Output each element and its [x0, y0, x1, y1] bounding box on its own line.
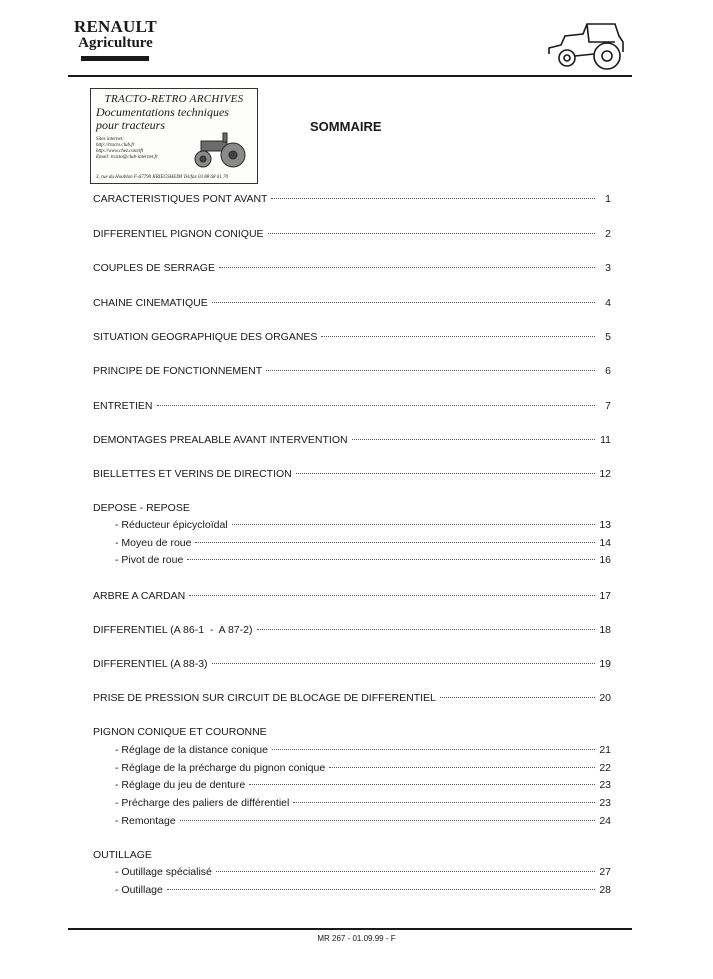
toc-leader: [271, 198, 595, 199]
brand-underline: [81, 56, 149, 61]
toc-leader: [180, 820, 595, 821]
toc-page: 3: [605, 262, 611, 274]
toc-label: DEMONTAGES PREALABLE AVANT INTERVENTION: [93, 434, 348, 446]
toc-page: 27: [599, 866, 611, 878]
toc-row: [93, 624, 611, 638]
toc-row: [93, 434, 611, 448]
toc-label: BIELLETTES ET VERINS DE DIRECTION: [93, 468, 292, 480]
toc-page: 11: [600, 434, 611, 446]
toc-label: SITUATION GEOGRAPHIQUE DES ORGANES: [93, 331, 318, 343]
toc-label: - Outillage spécialisé: [115, 866, 212, 878]
toc-subrow: [115, 762, 611, 776]
toc-row: [93, 658, 611, 672]
toc-leader: [266, 370, 595, 371]
toc-row: [93, 468, 611, 482]
toc-page: 24: [599, 815, 611, 827]
toc-page: 23: [599, 797, 611, 809]
toc-label: DIFFERENTIEL PIGNON CONIQUE: [93, 228, 264, 240]
toc-subrow: [115, 815, 611, 829]
toc-leader: [195, 542, 595, 543]
toc-page: 4: [605, 297, 611, 309]
toc-label: - Réducteur épicycloïdal: [115, 519, 228, 531]
toc-page: 13: [599, 519, 611, 531]
stamp-address: 3, rue du Houblon F-67790 KRIEGSHEIM Tel/fax 03 88 68 61 70: [96, 175, 229, 180]
header-rule: [68, 75, 632, 77]
stamp-info: [96, 137, 158, 161]
stamp-title: TRACTO-RETRO ARCHIVES: [104, 93, 244, 105]
toc-label: - Remontage: [115, 815, 176, 827]
toc-label: DIFFERENTIEL (A 86-1 - A 87-2): [93, 624, 253, 636]
toc-leader: [329, 767, 595, 768]
toc-row: [93, 692, 611, 706]
toc-row: [93, 193, 611, 207]
toc-leader: [296, 473, 595, 474]
toc-leader: [321, 336, 595, 337]
toc-leader: [293, 802, 595, 803]
toc-label: - Réglage de la précharge du pignon conique: [115, 762, 326, 774]
stamp-info-line3: http://www.chez.com/tft: [96, 149, 144, 154]
toc-subrow: [115, 519, 611, 533]
toc-leader: [212, 663, 595, 664]
toc-page: 17: [599, 590, 611, 602]
toc-subrow: [115, 884, 611, 898]
toc-label: COUPLES DE SERRAGE: [93, 262, 215, 274]
document-reference: MR 267 - 01.09.99 - F: [317, 934, 396, 943]
toc-label: - Outillage: [115, 884, 163, 896]
toc-subrow: [115, 779, 611, 793]
toc-row: [93, 590, 611, 604]
page-title: SOMMAIRE: [310, 119, 382, 134]
toc-row: [93, 262, 611, 276]
vintage-tractor-icon: [187, 129, 251, 171]
tracto-retro-stamp: [90, 88, 258, 184]
toc-page: 28: [599, 884, 611, 896]
toc-label: - Moyeu de roue: [115, 537, 192, 549]
toc-subrow: [115, 797, 611, 811]
toc-leader: [187, 559, 595, 560]
toc-subrow: [115, 537, 611, 551]
tractor-icon: [543, 18, 629, 72]
toc-subrow: [115, 554, 611, 568]
stamp-subtitle-line2: pour tracteurs: [96, 118, 165, 132]
toc-leader: [232, 524, 595, 525]
toc-label: ARBRE A CARDAN: [93, 590, 186, 602]
toc-leader: [189, 595, 595, 596]
stamp-subtitle-line1: Documentations techniques: [96, 105, 229, 119]
toc-leader: [212, 302, 595, 303]
toc-label: DIFFERENTIEL (A 88-3): [93, 658, 208, 670]
toc-row: [93, 400, 611, 414]
toc-page: 18: [599, 624, 611, 636]
toc-page: 12: [599, 468, 611, 480]
toc-row: [93, 228, 611, 242]
toc-leader: [167, 889, 595, 890]
toc-row: [93, 365, 611, 379]
toc-page: 5: [605, 331, 611, 343]
brand-division: Agriculture: [78, 35, 153, 51]
renault-agriculture-logo: [74, 18, 157, 61]
toc-subrow: [115, 866, 611, 880]
toc-label: CHAINE CINEMATIQUE: [93, 297, 208, 309]
toc-page: 14: [599, 537, 611, 549]
toc-page: 19: [599, 658, 611, 670]
stamp-info-line4: Email: tracto@club-internet.fr: [96, 155, 158, 160]
toc-leader: [272, 749, 595, 750]
toc-section-heading: PIGNON CONIQUE ET COURONNE: [93, 726, 267, 738]
toc-leader: [249, 784, 595, 785]
toc-section-heading: OUTILLAGE: [93, 849, 152, 861]
stamp-info-line2: http://tracto.club.fr: [96, 143, 135, 148]
toc-label: - Réglage du jeu de denture: [115, 779, 246, 791]
toc-page: 22: [599, 762, 611, 774]
toc-subrow: [115, 744, 611, 758]
toc-leader: [219, 267, 595, 268]
toc-row: [93, 331, 611, 345]
toc-section-heading: DEPOSE - REPOSE: [93, 502, 190, 514]
toc-label: CARACTERISTIQUES PONT AVANT: [93, 193, 268, 205]
toc-label: - Précharge des paliers de différentiel: [115, 797, 290, 809]
toc-page: 2: [605, 228, 611, 240]
toc-leader: [352, 439, 595, 440]
footer-rule: [68, 928, 632, 930]
toc-label: PRISE DE PRESSION SUR CIRCUIT DE BLOCAGE DE DIFFERENTIEL: [93, 692, 436, 704]
toc-leader: [216, 871, 595, 872]
toc-page: 21: [599, 744, 611, 756]
toc-row: [93, 297, 611, 311]
toc-page: 6: [605, 365, 611, 377]
toc-page: 23: [599, 779, 611, 791]
toc-label: - Pivot de roue: [115, 554, 184, 566]
toc-leader: [157, 405, 595, 406]
toc-page: 20: [599, 692, 611, 704]
toc-page: 1: [605, 193, 611, 205]
stamp-info-line1: Sites internet:: [96, 137, 124, 142]
toc-page: 16: [599, 554, 611, 566]
toc-label: PRINCIPE DE FONCTIONNEMENT: [93, 365, 263, 377]
brand-name: RENAULT: [74, 17, 157, 36]
toc-leader: [440, 697, 595, 698]
toc-label: - Réglage de la distance conique: [115, 744, 268, 756]
toc-label: ENTRETIEN: [93, 400, 153, 412]
toc-leader: [268, 233, 595, 234]
toc-leader: [257, 629, 596, 630]
toc-page: 7: [605, 400, 611, 412]
